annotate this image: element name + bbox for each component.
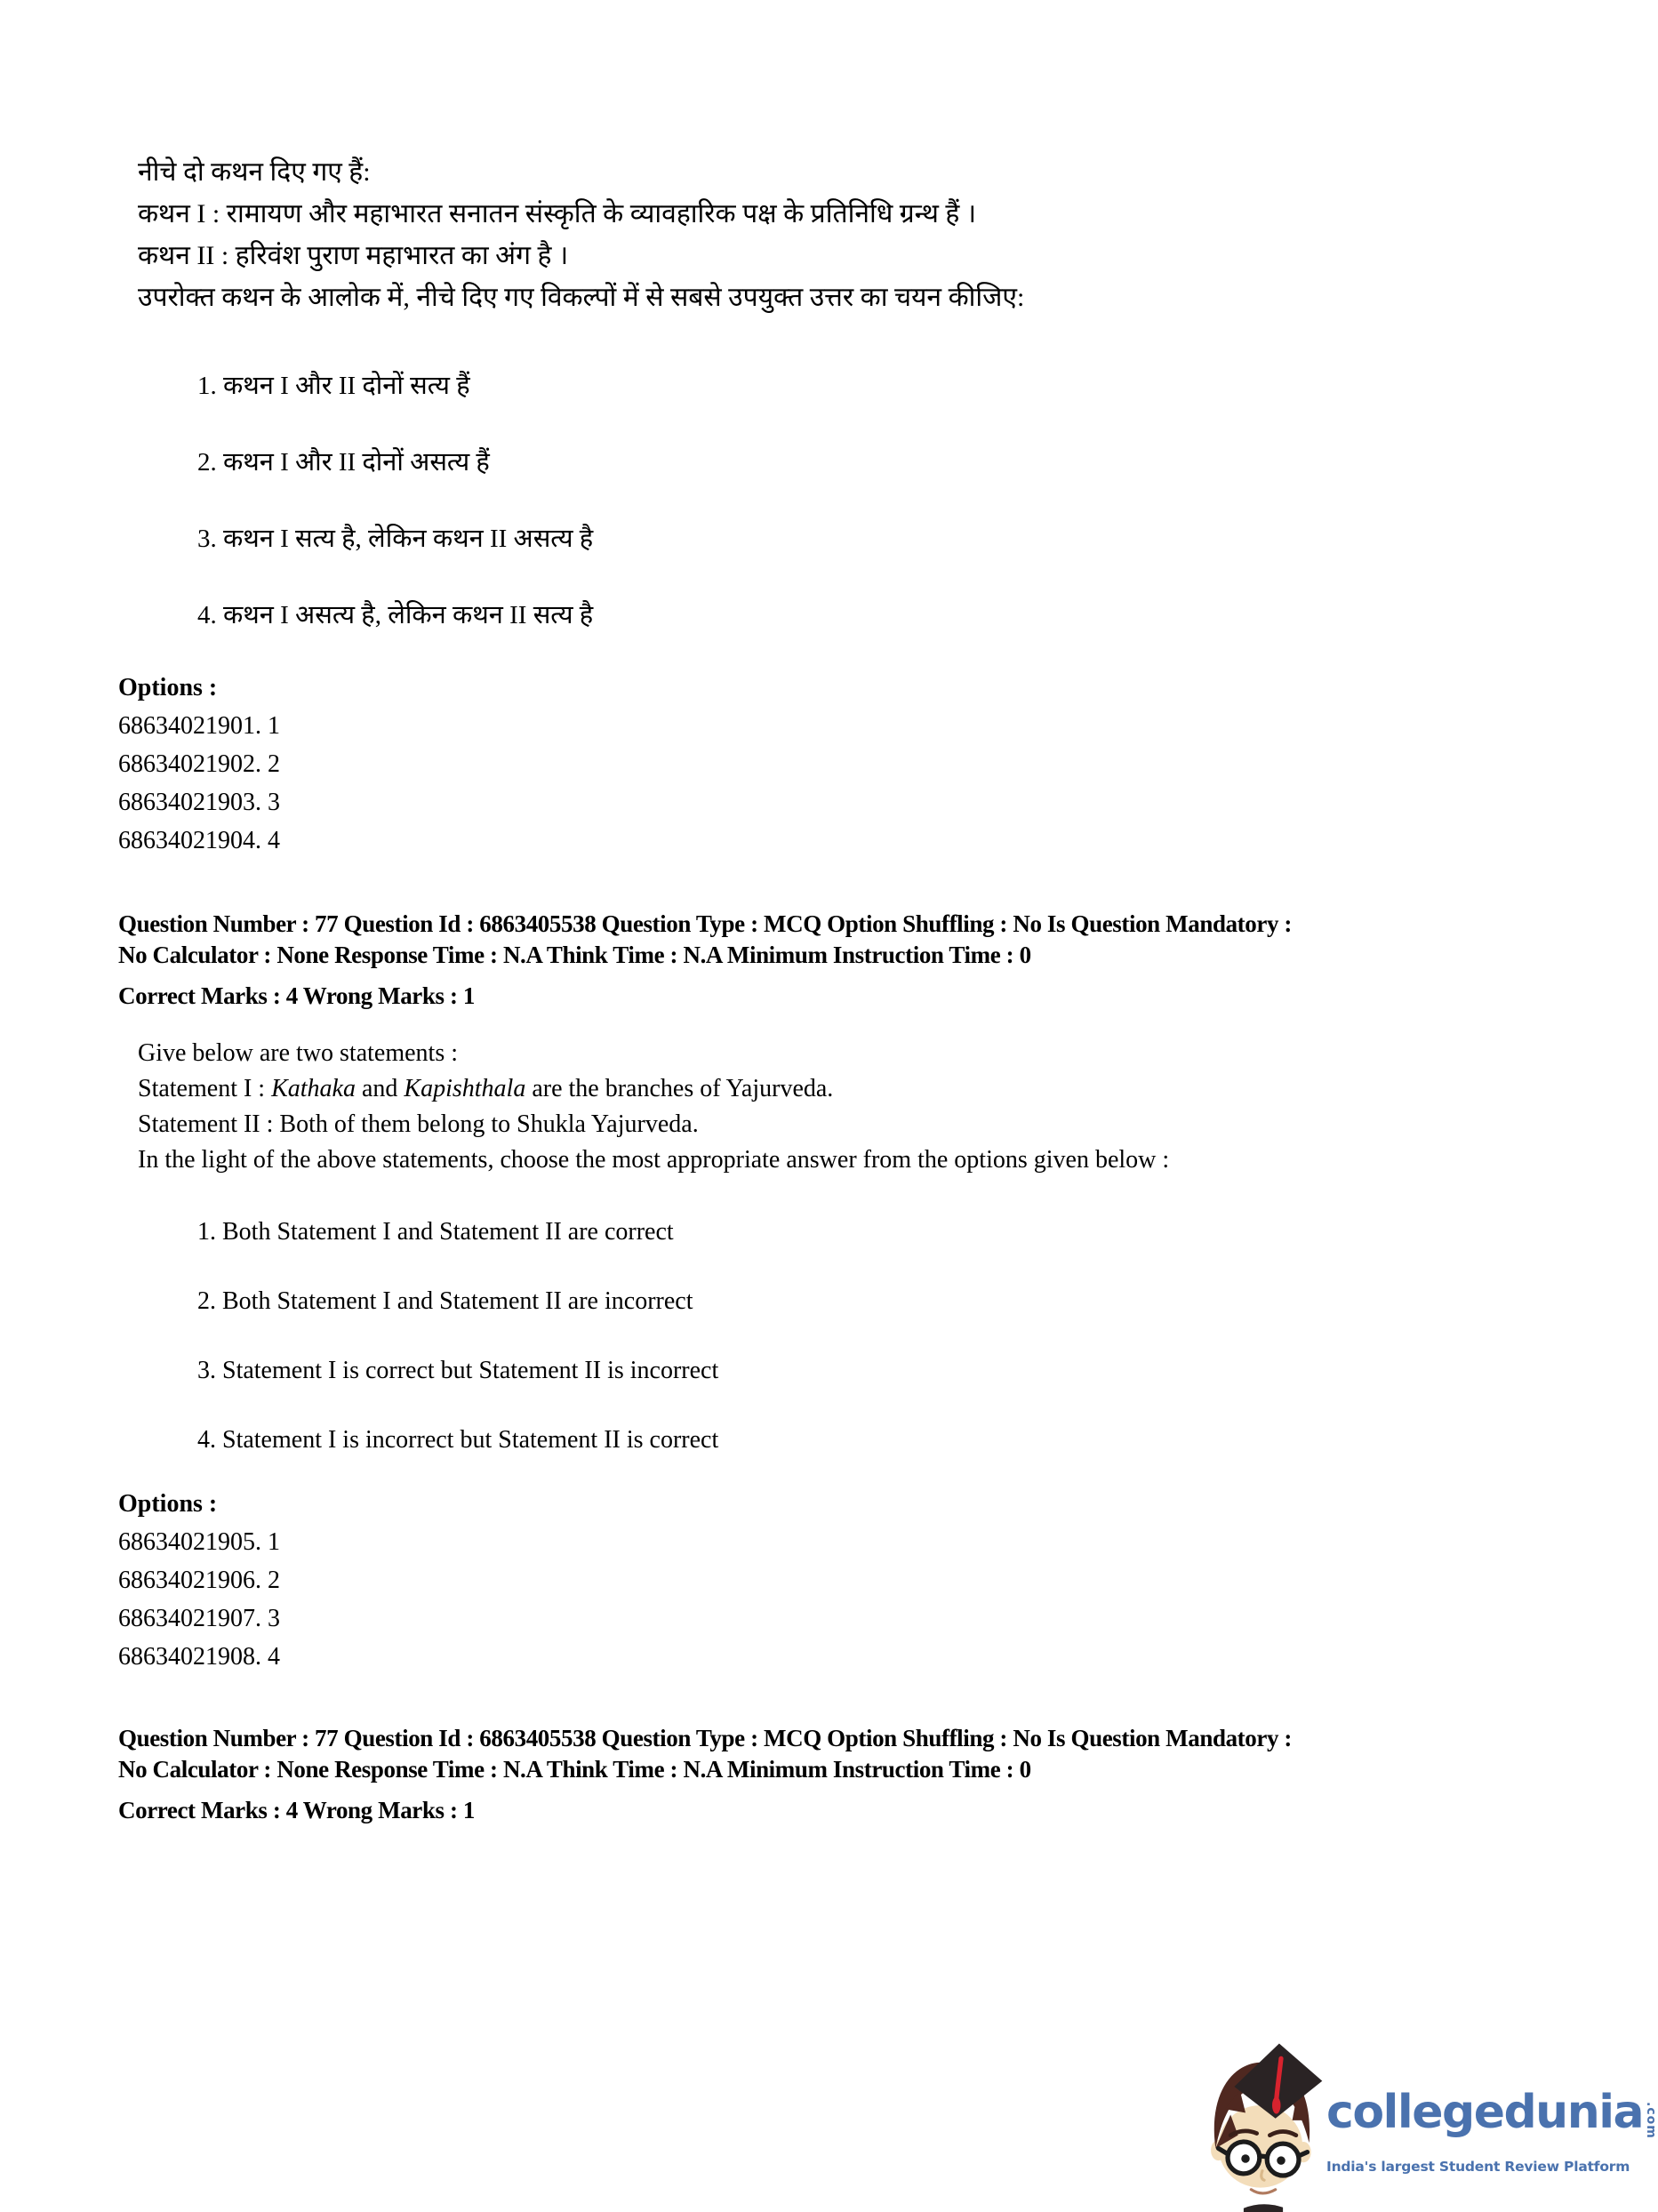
hindi-option-4: 4. कथन I असत्य है, लेकिन कथन II सत्य है bbox=[197, 601, 594, 629]
logo-brand-text: collegedunia bbox=[1326, 2086, 1644, 2139]
statement-1-middle: and bbox=[355, 1075, 404, 1102]
logo-brand-row bbox=[1326, 2088, 1658, 2139]
hindi-question-line: उपरोक्त कथन के आलोक में, नीचे दिए गए विकल्पों में से सबसे उपयुक्त उत्तर का चयन कीजिए: bbox=[138, 283, 1025, 312]
option-id-row: 68634021903. 3 bbox=[118, 789, 280, 816]
statement-1-suffix: are the branches of Yajurveda. bbox=[525, 1075, 834, 1102]
option-id-row: 68634021904. 4 bbox=[118, 827, 280, 854]
option-id-row: 68634021901. 1 bbox=[118, 712, 280, 740]
option-id-row: 68634021902. 2 bbox=[118, 750, 280, 778]
english-question-line: Give below are two statements : bbox=[138, 1039, 459, 1067]
options-label: Options : bbox=[118, 1490, 218, 1518]
collegedunia-mascot-icon bbox=[1202, 2034, 1325, 2212]
meta-line-2: No Calculator : None Response Time : N.A Think Time : N.A Minimum Instruction Time : 0 bbox=[118, 1756, 1031, 1783]
english-option-3: 3. Statement I is correct but Statement II is incorrect bbox=[197, 1357, 719, 1384]
logo-text-column bbox=[1326, 2031, 1658, 2175]
option-id-row: 68634021907. 3 bbox=[118, 1605, 280, 1632]
english-question-text bbox=[138, 1036, 1169, 1178]
hindi-question-text bbox=[138, 151, 1024, 318]
options-id-block-1 bbox=[118, 669, 280, 860]
logo-tld-text: .com bbox=[1644, 2102, 1658, 2139]
options-id-block-2 bbox=[118, 1485, 280, 1676]
options-label: Options : bbox=[118, 674, 218, 701]
meta-marks-line: Correct Marks : 4 Wrong Marks : 1 bbox=[118, 1797, 475, 1823]
meta-line-2: No Calculator : None Response Time : N.A Think Time : N.A Minimum Instruction Time : 0 bbox=[118, 942, 1031, 968]
logo-tagline-text: India's largest Student Review Platform bbox=[1326, 2158, 1630, 2175]
statement-1-italic-kathaka: Kathaka bbox=[271, 1075, 356, 1102]
english-question-line: In the light of the above statements, choose the most appropriate answer from the options given below : bbox=[138, 1146, 1170, 1174]
english-statement-2-line: Statement II : Both of them belong to Shukla Yajurveda. bbox=[138, 1110, 699, 1138]
hindi-question-line: नीचे दो कथन दिए गए हैं: bbox=[138, 157, 371, 187]
hindi-option-3: 3. कथन I सत्य है, लेकिन कथन II असत्य है bbox=[197, 525, 594, 553]
hindi-question-line: कथन II : हरिवंश पुराण महाभारत का अंग है । bbox=[138, 241, 569, 270]
question-meta-block-1 bbox=[118, 909, 1292, 1012]
hindi-option-1: 1. कथन I और II दोनों सत्य हैं bbox=[197, 372, 470, 400]
hindi-option-2: 2. कथन I और II दोनों असत्य हैं bbox=[197, 448, 490, 477]
question-meta-block-2 bbox=[118, 1723, 1292, 1826]
english-options-list bbox=[197, 1214, 718, 1492]
option-id-row: 68634021906. 2 bbox=[118, 1567, 280, 1594]
meta-line-1: Question Number : 77 Question Id : 6863405538 Question Type : MCQ Option Shuffling : No Is Question Mandatory : bbox=[118, 1725, 1292, 1751]
hindi-options-list bbox=[197, 368, 593, 674]
english-option-4: 4. Statement I is incorrect but Statement II is correct bbox=[197, 1426, 719, 1454]
english-statement-1-line bbox=[138, 1071, 1169, 1107]
meta-line-1: Question Number : 77 Question Id : 6863405538 Question Type : MCQ Option Shuffling : No Is Question Mandatory : bbox=[118, 910, 1292, 937]
statement-1-prefix: Statement I : bbox=[138, 1075, 272, 1102]
hindi-question-line: कथन I : रामायण और महाभारत सनातन संस्कृति के व्यावहारिक पक्ष के प्रतिनिधि ग्रन्थ हैं । bbox=[138, 199, 977, 228]
option-id-row: 68634021908. 4 bbox=[118, 1643, 280, 1671]
meta-marks-line: Correct Marks : 4 Wrong Marks : 1 bbox=[118, 982, 475, 1009]
statement-1-italic-kapishthala: Kapishthala bbox=[404, 1075, 526, 1102]
english-option-1: 1. Both Statement I and Statement II are correct bbox=[197, 1218, 674, 1246]
english-option-2: 2. Both Statement I and Statement II are incorrect bbox=[197, 1287, 693, 1315]
collegedunia-logo bbox=[1202, 2031, 1658, 2201]
option-id-row: 68634021905. 1 bbox=[118, 1528, 280, 1556]
